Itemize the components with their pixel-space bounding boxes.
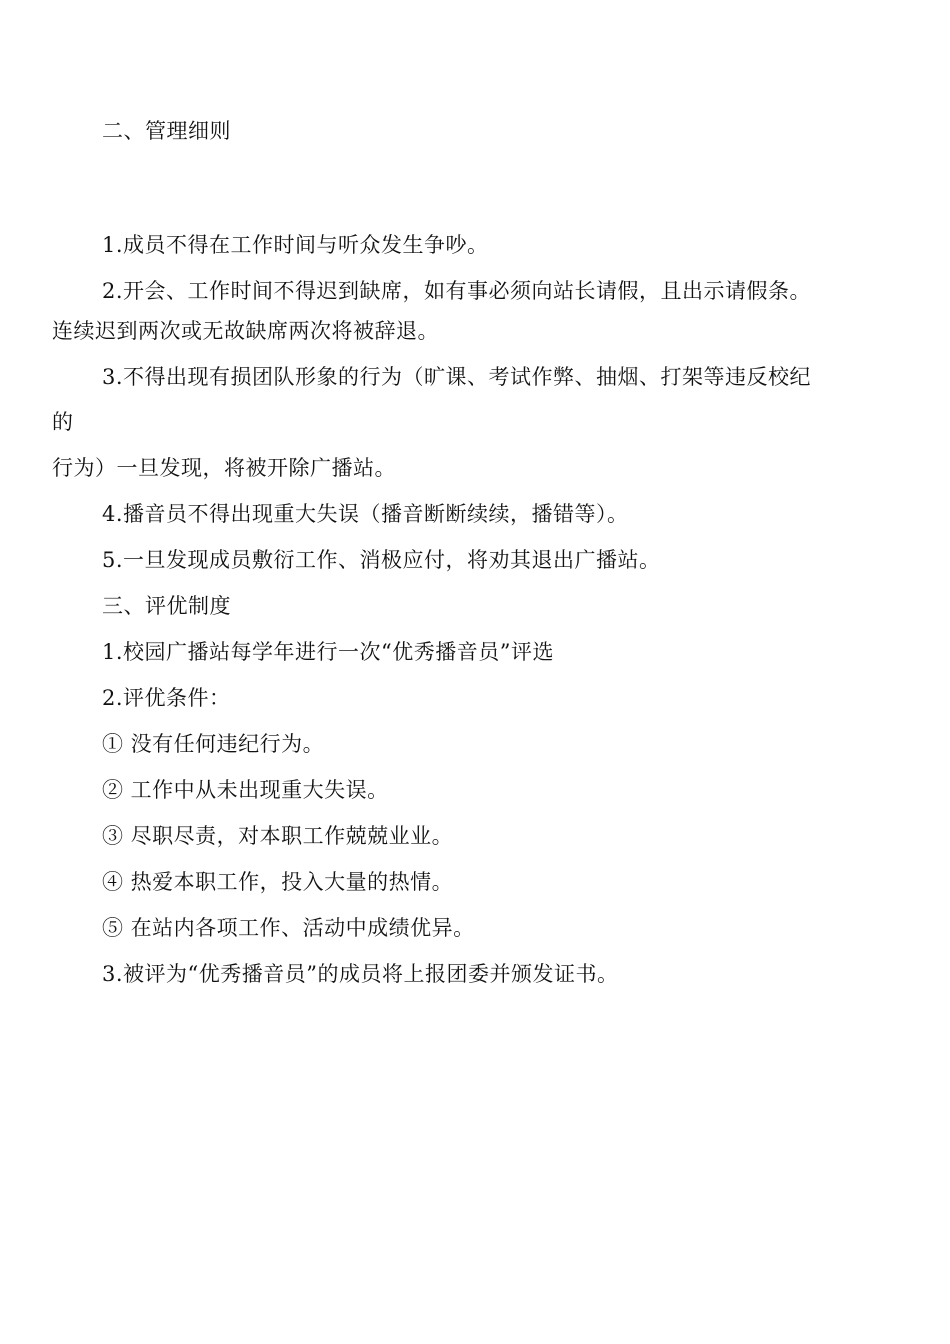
criteria-item-3: ③ 尽职尽责，对本职工作兢兢业业。 xyxy=(102,824,454,848)
evaluation-item-1: 1.校园广播站每学年进行一次“优秀播音员”评选 xyxy=(102,640,555,664)
rule-item-2: 2.开会、工作时间不得迟到缺席，如有事必须向站长请假，且出示请假条。 xyxy=(102,279,812,303)
criteria-item-1: ① 没有任何违纪行为。 xyxy=(102,732,325,756)
criteria-item-5: ⑤ 在站内各项工作、活动中成绩优异。 xyxy=(102,916,475,940)
section-heading-management-rules: 二、管理细则 xyxy=(102,119,231,143)
rule-item-3: 3.不得出现有损团队形象的行为（旷课、考试作弊、抽烟、打架等违反校纪 xyxy=(102,365,812,389)
evaluation-item-2: 2.评优条件： xyxy=(102,686,231,710)
rule-item-3-continuation-a: 的 xyxy=(52,410,74,434)
rule-item-4: 4.播音员不得出现重大失误（播音断断续续，播错等）。 xyxy=(102,502,629,526)
criteria-item-2: ② 工作中从未出现重大失误。 xyxy=(102,778,389,802)
rule-item-1: 1.成员不得在工作时间与听众发生争吵。 xyxy=(102,233,489,257)
rule-item-5: 5.一旦发现成员敷衍工作、消极应付，将劝其退出广播站。 xyxy=(102,548,661,572)
section-heading-evaluation: 三、评优制度 xyxy=(102,594,231,618)
rule-item-3-continuation-b: 行为）一旦发现，将被开除广播站。 xyxy=(52,456,396,480)
evaluation-item-3: 3.被评为“优秀播音员”的成员将上报团委并颁发证书。 xyxy=(102,962,619,986)
criteria-item-4: ④ 热爱本职工作，投入大量的热情。 xyxy=(102,870,454,894)
rule-item-2-continuation: 连续迟到两次或无故缺席两次将被辞退。 xyxy=(52,319,439,343)
